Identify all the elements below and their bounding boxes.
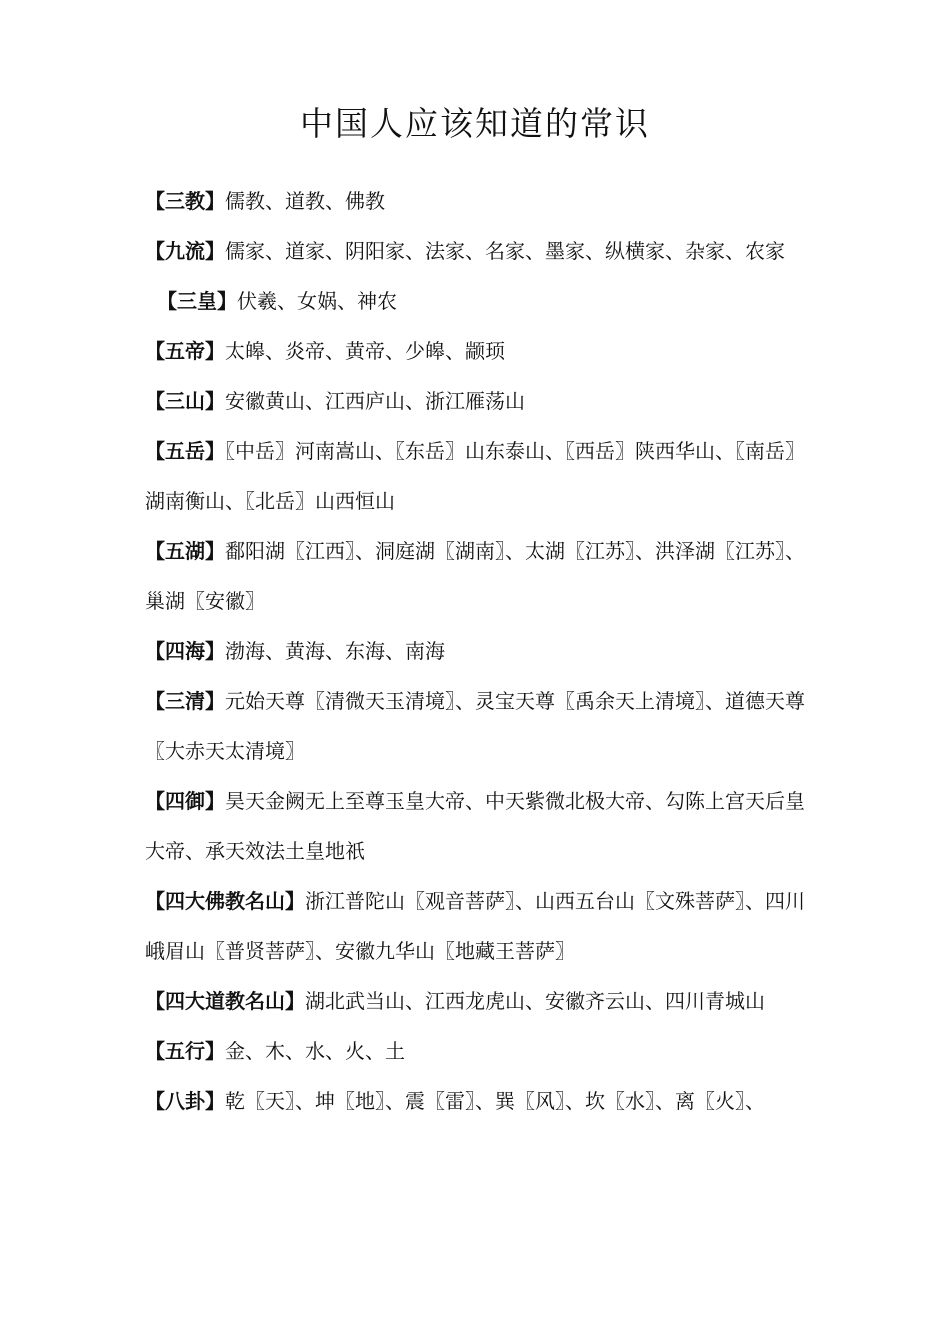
entry-text: 浙江普陀山〖观音菩萨〗、山西五台山〖文殊菩萨〗、四川峨眉山〖普贤菩萨〗、安徽九华山〖地藏王菩萨〗 (145, 889, 805, 963)
entry-text: 湖北武当山、江西龙虎山、安徽齐云山、四川青城山 (305, 989, 765, 1013)
entry-si-yu (145, 776, 810, 876)
entry-tag: 【四御】 (145, 789, 225, 813)
document-body (145, 176, 810, 1126)
entry-text: 太皞、炎帝、黄帝、少皞、颛顼 (225, 339, 505, 363)
entry-text: 金、木、水、火、土 (225, 1039, 405, 1063)
entry-tag: 【三清】 (145, 689, 225, 713)
entry-text: 安徽黄山、江西庐山、浙江雁荡山 (225, 389, 525, 413)
entry-tag: 【五帝】 (145, 339, 225, 363)
entry-text: 儒教、道教、佛教 (225, 189, 385, 213)
entry-tag: 【五岳】 (145, 439, 225, 463)
entry-san-huang (145, 276, 810, 326)
entry-wu-yue (145, 426, 810, 526)
entry-text: 伏羲、女娲、神农 (237, 289, 397, 313)
entry-tag: 【九流】 (145, 239, 225, 263)
entry-san-qing (145, 676, 810, 776)
entry-san-jiao (145, 176, 810, 226)
entry-text: 鄱阳湖〖江西〗、洞庭湖〖湖南〗、太湖〖江苏〗、洪泽湖〖江苏〗、巢湖〖安徽〗 (145, 539, 805, 613)
entry-tag: 【四大道教名山】 (145, 989, 305, 1013)
entry-tag: 【三山】 (145, 389, 225, 413)
entry-text: 儒家、道家、阴阳家、法家、名家、墨家、纵横家、杂家、农家 (225, 239, 785, 263)
entry-tag: 【五行】 (145, 1039, 225, 1063)
entry-tag: 【三教】 (145, 189, 225, 213)
entry-san-shan (145, 376, 810, 426)
entry-wu-hu (145, 526, 810, 626)
entry-text: 元始天尊〖清微天玉清境〗、灵宝天尊〖禹余天上清境〗、道德天尊〖大赤天太清境〗 (145, 689, 805, 763)
entry-text: 乾〖天〗、坤〖地〗、震〖雷〗、巽〖风〗、坎〖水〗、离〖火〗、 (225, 1089, 765, 1113)
page-title: 中国人应该知道的常识 (300, 104, 650, 143)
entry-jiu-liu (145, 226, 810, 276)
entry-wu-di (145, 326, 810, 376)
entry-si-hai (145, 626, 810, 676)
entry-ba-gua (145, 1076, 810, 1126)
entry-tag: 【八卦】 (145, 1089, 225, 1113)
entry-text: 渤海、黄海、东海、南海 (225, 639, 445, 663)
entry-tag: 【四大佛教名山】 (145, 889, 305, 913)
entry-tag: 【三皇】 (157, 289, 237, 313)
entry-wu-xing (145, 1026, 810, 1076)
entry-text: 昊天金阙无上至尊玉皇大帝、中天紫微北极大帝、勾陈上宫天后皇大帝、承天效法土皇地祇 (145, 789, 805, 863)
entry-tag: 【五湖】 (145, 539, 225, 563)
entry-buddhist-mountains (145, 876, 810, 976)
entry-text: 〖中岳〗河南嵩山、〖东岳〗山东泰山、〖西岳〗陕西华山、〖南岳〗湖南衡山、〖北岳〗山西恒山 (145, 439, 805, 513)
entry-taoist-mountains (145, 976, 810, 1026)
entry-tag: 【四海】 (145, 639, 225, 663)
